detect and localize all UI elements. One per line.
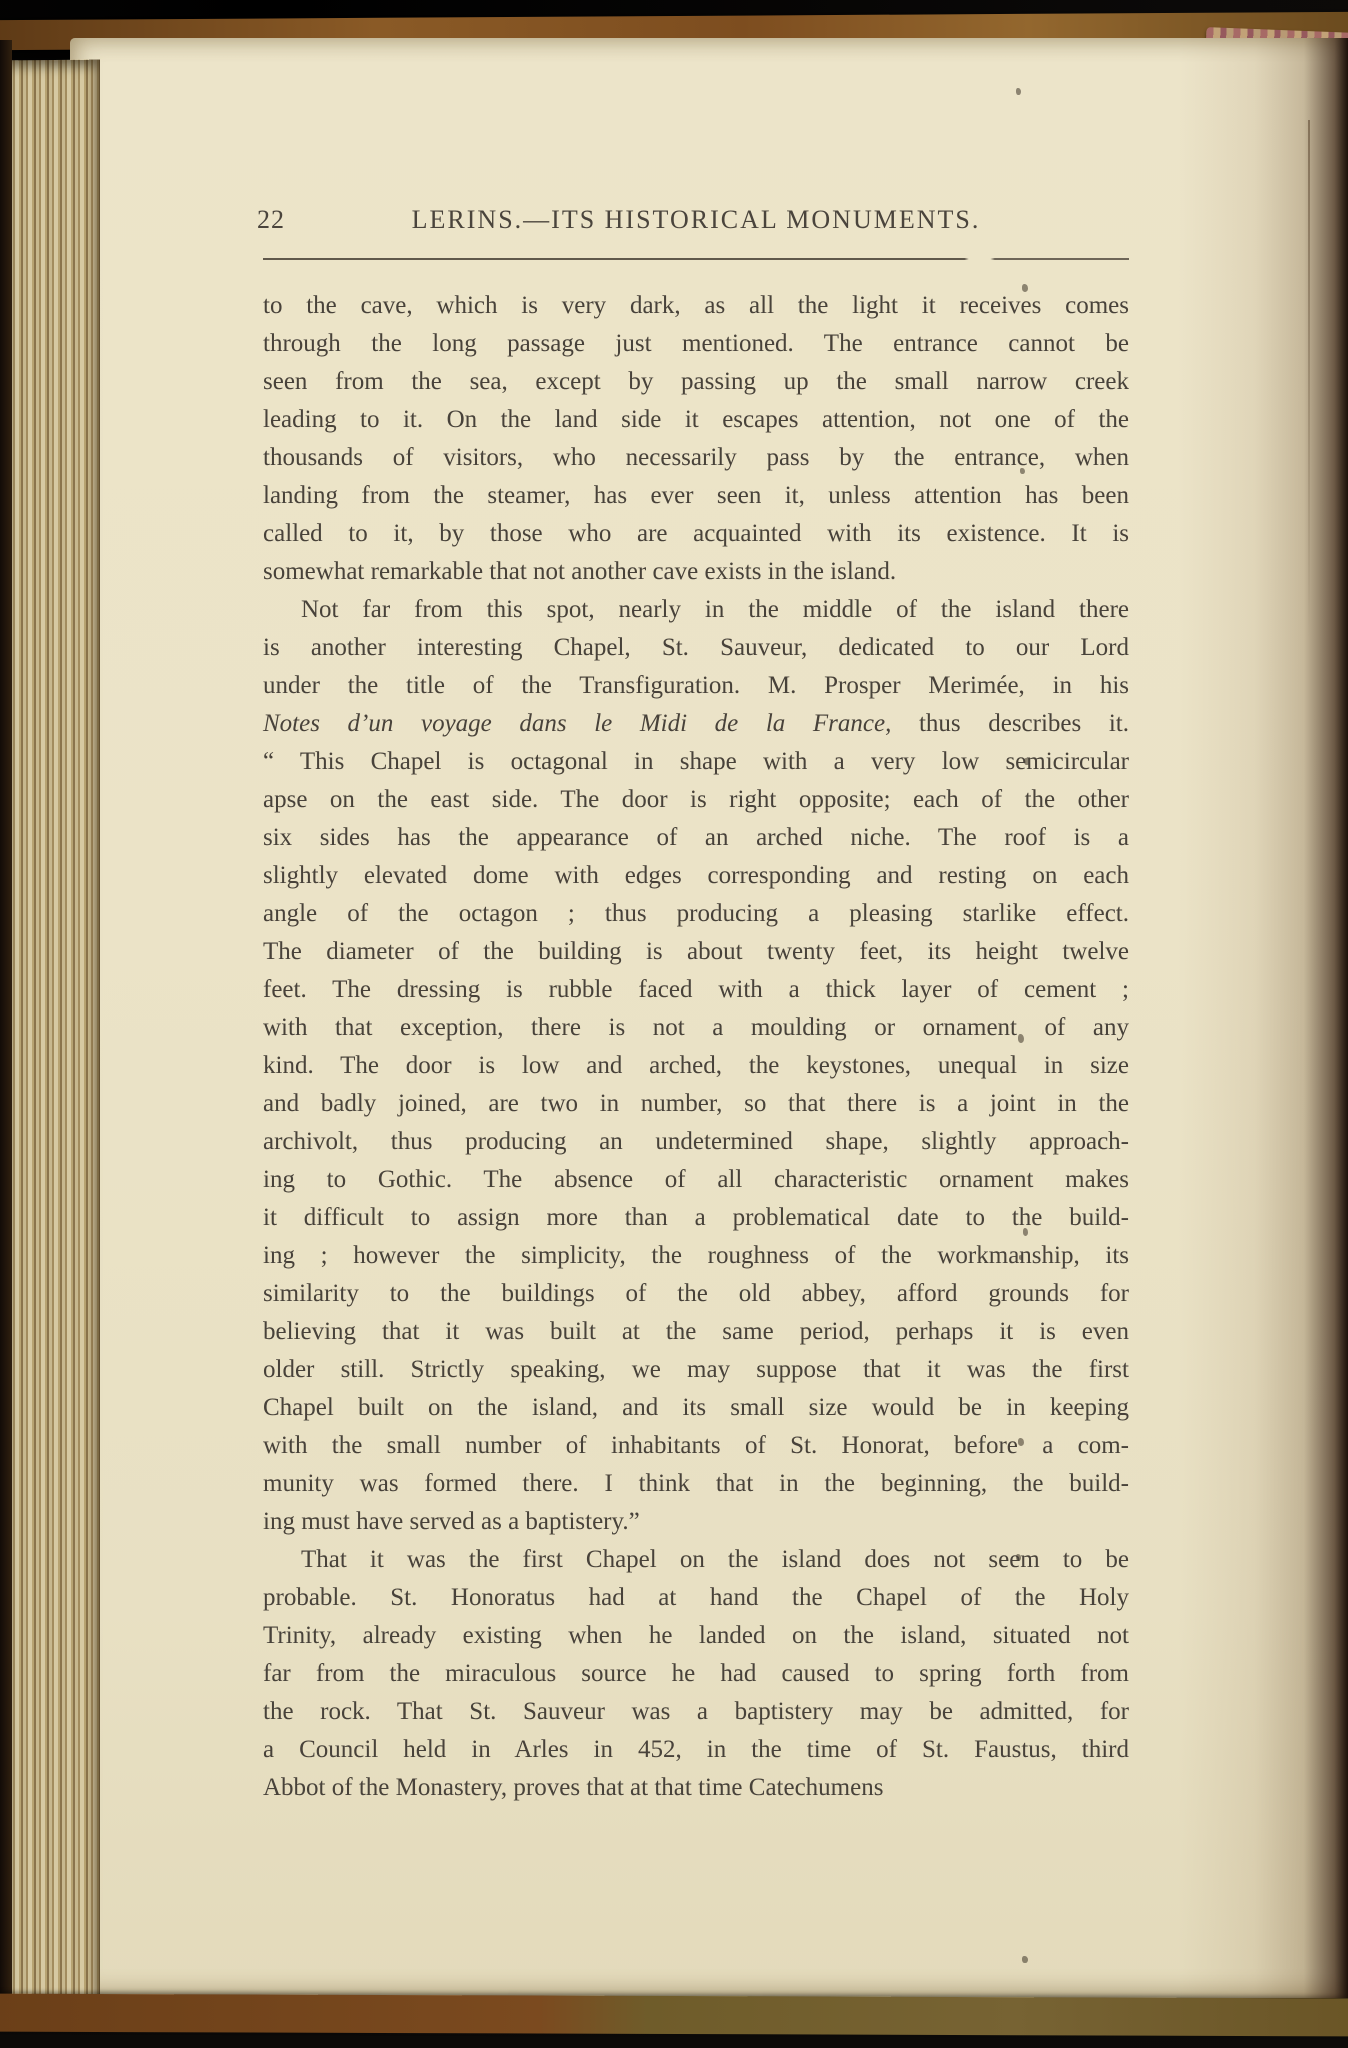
book-title-italic: Notes d’un voyage dans le Midi de la France, — [263, 710, 892, 737]
page-edge-stack — [8, 60, 100, 2007]
paragraph — [263, 1541, 1129, 1807]
text-line: called to it, by those who are acquainted with its existence. It is — [263, 520, 1129, 547]
page-number: 22 — [257, 205, 285, 234]
text-line: older still. Strictly speaking, we may suppose that it was the first — [263, 1356, 1129, 1383]
book-spine-shadow — [0, 40, 12, 2018]
text-line: under the title of the Transfiguration. M. Prosper Merimée, in his — [263, 672, 1129, 699]
text-line: kind. The door is low and arched, the keystones, unequal in size — [263, 1052, 1129, 1079]
text-line: “ This Chapel is octagonal in shape with a very low semicircular — [263, 748, 1129, 775]
text-line: seen from the sea, except by passing up the small narrow creek — [263, 368, 1129, 395]
text-line: similarity to the buildings of the old abbey, afford grounds for — [263, 1280, 1129, 1307]
page-header — [257, 205, 1129, 247]
book-cover-bottom-edge — [0, 1994, 1348, 2037]
text-line: The diameter of the building is about twenty feet, its height twelve — [263, 938, 1129, 965]
text-line: Abbot of the Monastery, proves that at that time Catechumens — [263, 1774, 884, 1801]
page-content — [257, 205, 1129, 1807]
text-line: ing to Gothic. The absence of all characteristic ornament makes — [263, 1166, 1129, 1193]
text-line: to the cave, which is very dark, as all the light it receives comes — [263, 292, 1129, 319]
text-line: and badly joined, are two in number, so that there is a joint in the — [263, 1090, 1129, 1117]
running-title: LERINS.—ITS HISTORICAL MONUMENTS. — [411, 205, 981, 234]
header-rule — [263, 258, 1129, 260]
text-line: through the long passage just mentioned. The entrance cannot be — [263, 330, 1129, 357]
text-line: with the small number of inhabitants of St. Honorat, before a com- — [263, 1432, 1129, 1459]
text-line: probable. St. Honoratus had at hand the Chapel of the Holy — [263, 1584, 1129, 1611]
paragraph — [263, 591, 1129, 1541]
text-line — [263, 705, 1129, 743]
ink-speck — [1016, 88, 1021, 95]
text-line: thousands of visitors, who necessarily pass by the entrance, when — [263, 444, 1129, 471]
text-line: munity was formed there. I think that in the beginning, the build- — [263, 1470, 1129, 1497]
text-line: it difficult to assign more than a problematical date to the build- — [263, 1204, 1129, 1231]
body-text — [263, 287, 1129, 1807]
text-line: feet. The dressing is rubble faced with a thick layer of cement ; — [263, 976, 1129, 1003]
text-line: That it was the first Chapel on the island does not seem to be — [301, 1546, 1129, 1573]
text-line: believing that it was built at the same period, perhaps it is even — [263, 1318, 1129, 1345]
text-line: ing must have served as a baptistery.” — [263, 1508, 640, 1535]
text-line: landing from the steamer, has ever seen it, unless attention has been — [263, 482, 1129, 509]
text-line: angle of the octagon ; thus producing a pleasing starlike effect. — [263, 900, 1129, 927]
text-line: slightly elevated dome with edges corresponding and resting on each — [263, 862, 1129, 889]
text-line: somewhat remarkable that not another cave exists in the island. — [263, 558, 897, 585]
text-line: six sides has the appearance of an arched niche. The roof is a — [263, 824, 1129, 851]
text-line: is another interesting Chapel, St. Sauveur, dedicated to our Lord — [263, 634, 1129, 661]
text-line: archivolt, thus producing an undetermined shape, slightly approach- — [263, 1128, 1129, 1155]
text-line: with that exception, there is not a moulding or ornament of any — [263, 1014, 1129, 1041]
text-line: Not far from this spot, nearly in the middle of the island there — [301, 596, 1129, 623]
text-line: a Council held in Arles in 452, in the time of St. Faustus, third — [263, 1736, 1129, 1763]
text-line: ing ; however the simplicity, the roughness of the workmanship, its — [263, 1242, 1129, 1269]
page-crease — [1308, 120, 1310, 640]
text-line: Chapel built on the island, and its small size would be in keeping — [263, 1394, 1129, 1421]
text-line: Trinity, already existing when he landed on the island, situated not — [263, 1622, 1129, 1649]
text-line: far from the miraculous source he had caused to spring forth from — [263, 1660, 1129, 1687]
paragraph — [263, 287, 1129, 591]
ink-speck — [1022, 1956, 1028, 1963]
text-segment: thus describes it. — [891, 710, 1129, 737]
text-line: apse on the east side. The door is right opposite; each of the other — [263, 786, 1129, 813]
text-line: the rock. That St. Sauveur was a baptistery may be admitted, for — [263, 1698, 1129, 1725]
text-line: leading to it. On the land side it escapes attention, not one of the — [263, 406, 1129, 433]
